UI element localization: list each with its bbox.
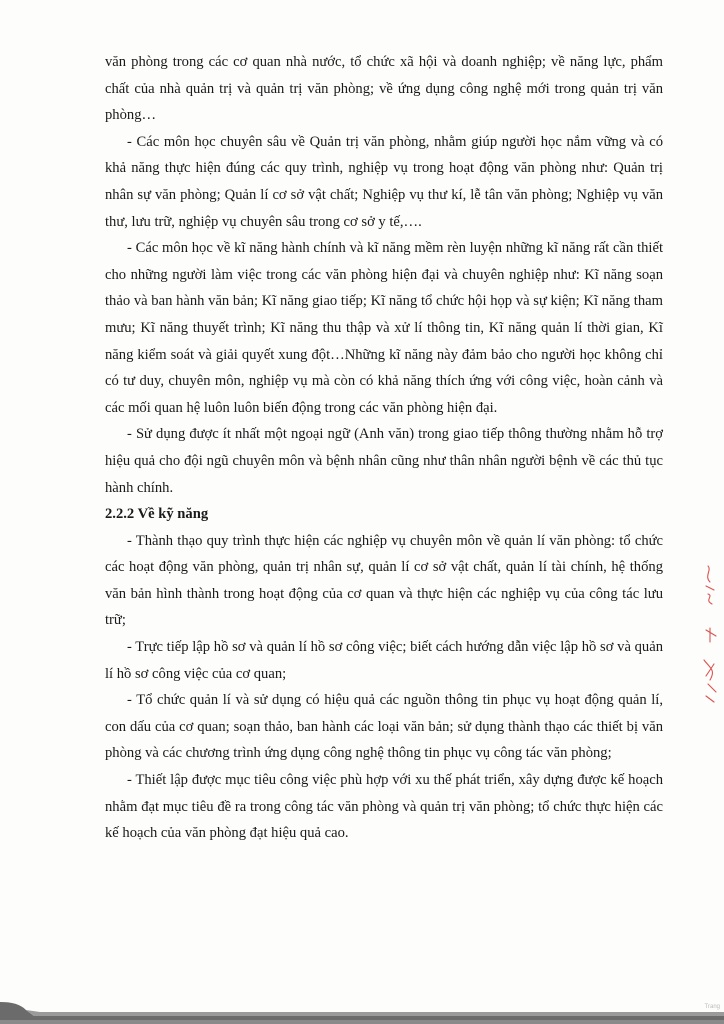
footer-decoration xyxy=(0,990,724,1024)
footer-page-label: Trang xyxy=(704,1004,720,1010)
paragraph-foreign-language: - Sử dụng được ít nhất một ngoại ngữ (Anh văn) trong giao tiếp thông thường nhằm hỗ trợ hiệu quả cho đội ngũ chuyên môn và bệnh nhân cũng như thân nhân người bệnh về các thủ tục hành chính. xyxy=(105,426,663,496)
paragraph-soft-skills: - Các môn học về kĩ năng hành chính và kĩ năng mềm rèn luyện những kĩ năng rất cần thiết cho những người làm việc trong các văn phòng hiện đại và chuyên nghiệp như: Kĩ năng soạn thảo và ban hành văn bản; Kĩ năng giao tiếp; Kĩ năng tổ chức hội họp và sự kiện; Kĩ năng tham mưu; Kĩ năng thuyết trình; Kĩ năng thu thập và xử lí thông tin, Kĩ năng quản lí thời gian, Kĩ năng kiểm soát và giải quyết xung đột…Những kĩ năng này đảm bảo cho người học không chỉ có tư duy, chuyên môn, nghiệp vụ mà còn có khả năng thích ứng với công việc, hoàn cảnh và các mối quan hệ luôn luôn biến động trong các văn phòng hiện đại. xyxy=(105,240,663,416)
skill-item-3: - Tổ chức quản lí và sử dụng có hiệu quả các nguồn thông tin phục vụ hoạt động quản lí, con dấu của cơ quan; soạn thảo, ban hành các loại văn bản; sử dụng thành thạo các thiết bị văn phòng và các chương trình ứng dụng công nghệ thông tin phục vụ công tác văn phòng; xyxy=(105,692,663,762)
margin-stamp-mark xyxy=(696,560,722,710)
skill-item-4: - Thiết lập được mục tiêu công việc phù hợp với xu thế phát triển, xây dựng được kế hoạch nhằm đạt mục tiêu đề ra trong công tác văn phòng và quản trị văn phòng; tổ chức thực hiện các kế hoạch của văn phòng đạt hiệu quả cao. xyxy=(105,772,663,842)
paragraph-specialized-courses: - Các môn học chuyên sâu về Quản trị văn phòng, nhằm giúp người học nắm vững và có khả năng thực hiện đúng các quy trình, nghiệp vụ trong hoạt động văn phòng như: Quản trị nhân sự văn phòng; Quản lí cơ sở vật chất; Nghiệp vụ thư kí, lễ tân văn phòng; Nghiệp vụ văn thư, lưu trữ, nghiệp vụ chuyên sâu trong cơ sở y tế,…. xyxy=(105,133,663,230)
section-heading: 2.2.2 Về kỹ năng xyxy=(105,506,209,523)
skill-item-2: - Trực tiếp lập hồ sơ và quản lí hồ sơ công việc; biết cách hướng dẫn việc lập hồ sơ và quản lí hồ sơ công việc của cơ quan; xyxy=(105,639,663,682)
paragraph-continued: văn phòng trong các cơ quan nhà nước, tổ chức xã hội và doanh nghiệp; về năng lực, phẩm chất của nhà quản trị và quản trị văn phòng; về ứng dụng công nghệ mới trong quản trị văn phòng… xyxy=(105,54,663,124)
skill-item-1: - Thành thạo quy trình thực hiện các nghiệp vụ chuyên môn về quản lí văn phòng: tổ chức các hoạt động văn phòng, quản trị nhân sự, quản lí cơ sở vật chất, quản lí tài chính, hệ thống văn bản hình thành trong hoạt động của cơ quan và thực hiện các nghiệp vụ của công tác lưu trữ; xyxy=(105,532,663,629)
document-body xyxy=(105,49,663,847)
